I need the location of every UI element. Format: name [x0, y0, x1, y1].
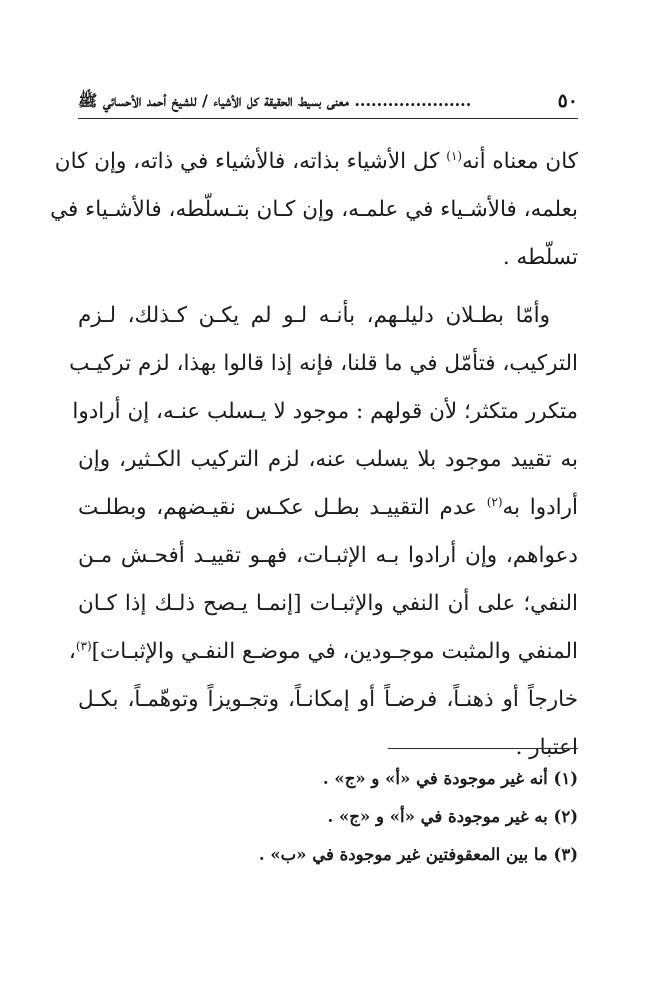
footnote: (١) أنه غير موجودة في «أ» و «ج» .: [322, 769, 578, 788]
main-text: [50, 138, 578, 772]
text-line: أرادوا به$^{(٢)}$ عدم التقييـد بطـل عكـس نقيـضهم، وبطلـت: [78, 494, 578, 520]
text-line: التركيب، فتأمّل في ما قلنا، فإنه إذا قالوا بهذا، لزم تركيـب: [69, 351, 578, 376]
page-header: [78, 88, 578, 119]
text-line: اعتبار .: [515, 735, 578, 760]
text-line: المنفي والمثبت موجـودين، في موضـع النفـي والإثبـات]$^{(٣)}$،: [68, 638, 578, 664]
text-line: متكرر متكثر؛ لأن قولهم : موجود لا يـسلب عنـه، إن أرادوا: [72, 399, 578, 424]
footnote: (٢) به غير موجودة في «أ» و «ج» .: [327, 807, 578, 826]
footnote-ref: (٢): [486, 494, 503, 509]
text-line: وأمّا بطـلان دليلـهم، بأنـه لـو لم يكـن كـذلك، لـزم: [78, 303, 550, 328]
text-line: كان معناه أنه$^{(١)}$ كل الأشياء بذاته، فالأشياء في ذاته، وإن كان: [54, 148, 578, 174]
footnote-ref: (٣): [75, 638, 92, 653]
footnote-divider: [388, 748, 578, 749]
running-title: ..................... معنى بسيط الحقيقة كل الأشياء / للشيخ أحمد الأحسائي ﷺ: [78, 91, 472, 110]
text-line: النفي؛ على أن النفي والإثبـات [إنمـا يـصح ذلـك إذا كـان: [78, 591, 578, 616]
text-line: به تقييد موجود بلا يسلب عنه، لزم التركيب الكـثير، وإن: [78, 447, 578, 472]
text-line: بعلمه، فالأشـياء في علمـه، وإن كـان بتـسلّطه، فالأشـياء في: [50, 197, 578, 222]
text-line: خارجاً أو ذهنـاً، فرضـاً أو إمكانـاً، وتجـويزاً وتوهّمـاً، بكـل: [78, 687, 578, 712]
text-line: تسلّطه .: [502, 245, 578, 270]
footnotes: [78, 760, 578, 874]
text-line: دعواهم، وإن أرادوا بـه الإثبـات، فهـو تقييـد أفحـش مـن: [78, 543, 578, 568]
footnote: (٣) ما بين المعقوفتين غير موجودة في «ب» .: [258, 845, 578, 864]
page-number: ٥٠: [557, 90, 578, 112]
footnote-ref: (١): [446, 148, 463, 163]
